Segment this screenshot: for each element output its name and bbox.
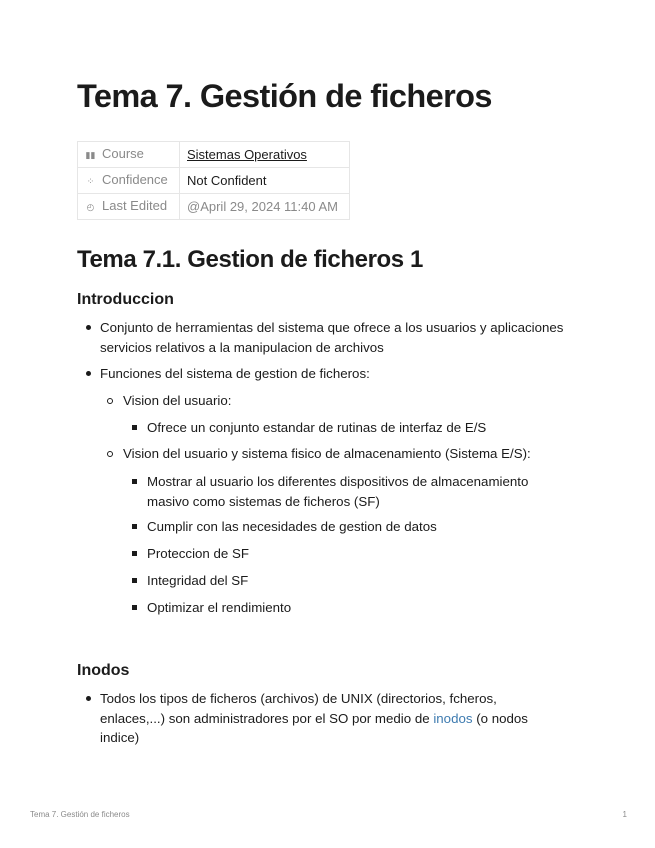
property-value: Not Confident: [180, 168, 350, 194]
bullet-dot: [86, 696, 91, 701]
heading-inodos: Inodos: [77, 662, 130, 679]
list-item: Cumplir con las necesidades de gestion de datos: [147, 519, 437, 534]
list-item: Vision del usuario y sistema fisico de almacenamiento (Sistema E/S):: [123, 446, 531, 461]
page-number: 1: [622, 810, 627, 819]
properties-table: [77, 141, 350, 220]
bullet-circle: [107, 398, 113, 404]
bullet-circle: [107, 451, 113, 457]
property-row-last-edited: [78, 194, 350, 220]
list-item: Vision del usuario:: [123, 393, 232, 408]
property-value[interactable]: [180, 142, 350, 168]
footer-title: Tema 7. Gestión de ficheros: [30, 810, 130, 819]
property-key: ◴ Last Edited: [78, 194, 180, 220]
bullet-square: [132, 479, 137, 484]
property-key: ▮▮ Course: [78, 142, 180, 168]
bullet-dot: [86, 325, 91, 330]
list-item: Funciones del sistema de gestion de ficheros:: [100, 366, 370, 381]
list-item: Optimizar el rendimiento: [147, 600, 292, 615]
bullet-dot: [86, 371, 91, 376]
page-title: Tema 7. Gestión de ficheros: [77, 78, 492, 114]
list-item: Ofrece un conjunto estandar de rutinas de interfaz de E/S: [147, 420, 487, 435]
bullet-square: [132, 605, 137, 610]
property-row-course: [78, 142, 350, 168]
property-value: @April 29, 2024 11:40 AM: [180, 194, 350, 220]
clock-icon: ◴: [86, 202, 95, 212]
bullet-square: [132, 551, 137, 556]
bullet-square: [132, 425, 137, 430]
property-key: ⁘ Confidence: [78, 168, 180, 194]
list-item: Integridad del SF: [147, 573, 249, 588]
list-item: Conjunto de herramientas del sistema que ofrece a los usuarios y aplicaciones servicios relativos a la manipulacion de archivos: [100, 320, 564, 355]
bullet-square: [132, 578, 137, 583]
book-icon: ▮▮: [85, 150, 96, 160]
heading-introduccion: Introduccion: [77, 291, 174, 308]
property-row-confidence: [78, 168, 350, 194]
loading-icon: ⁘: [86, 176, 95, 186]
list-item: Todos los tipos de ficheros (archivos) de UNIX (directorios, fcheros, enlaces,...) son administradores por el SO por medio de inodos (o nodos indice): [100, 691, 528, 745]
inodos-link[interactable]: inodos: [433, 710, 473, 726]
list-item: Proteccion de SF: [147, 546, 249, 561]
section-title: Tema 7.1. Gestion de ficheros 1: [77, 246, 423, 273]
bullet-square: [132, 524, 137, 529]
list-item: Mostrar al usuario los diferentes dispositivos de almacenamiento masivo como sistemas de ficheros (SF): [147, 474, 529, 509]
course-link[interactable]: Sistemas Operativos: [187, 147, 307, 162]
